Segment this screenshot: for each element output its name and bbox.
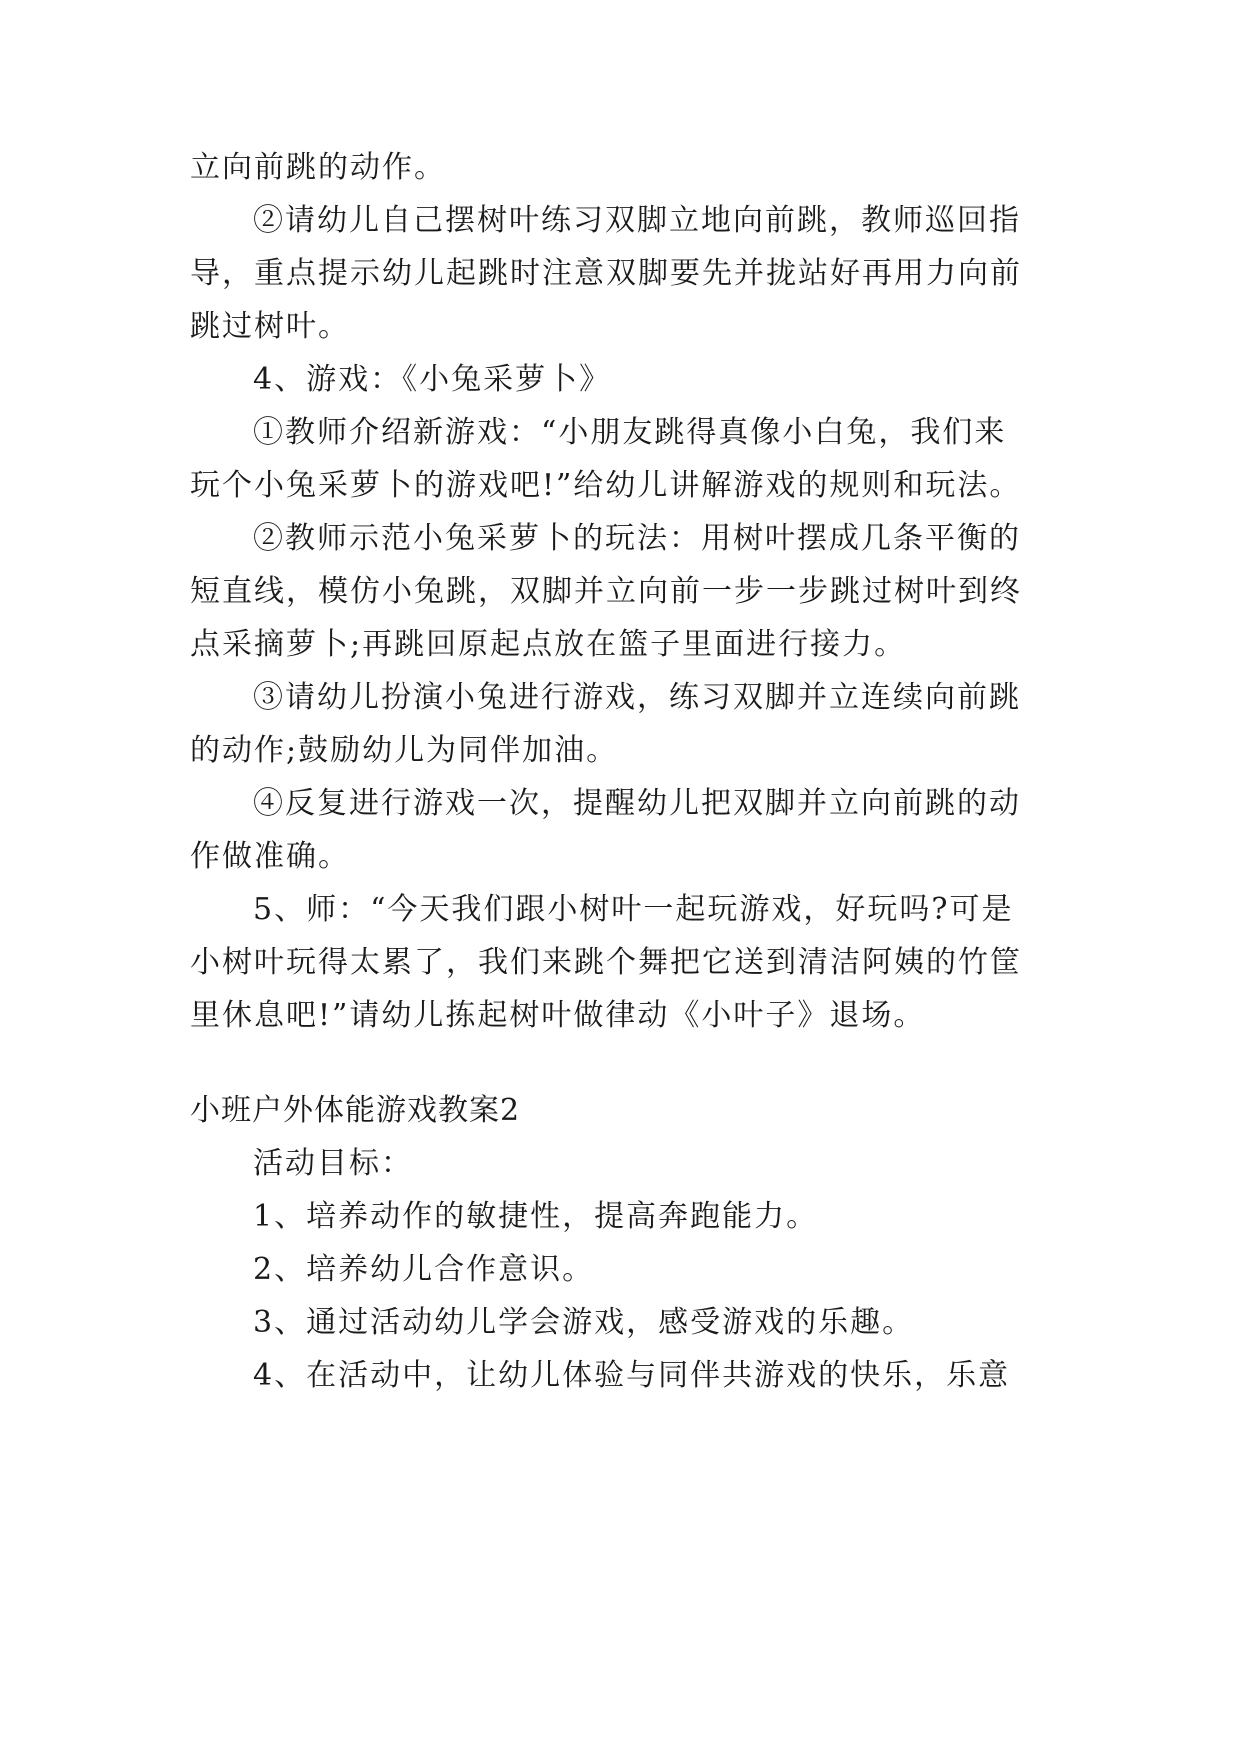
- paragraph-line: 4、游戏：《小兔采萝卜》: [253, 362, 612, 397]
- paragraph-line: 点采摘萝卜;再跳回原起点放在篮子里面进行接力。: [190, 627, 907, 662]
- paragraph-line: 短直线，模仿小兔跳，双脚并立向前一步一步跳过树叶到终: [190, 574, 1022, 609]
- paragraph-line: 4、在活动中，让幼儿体验与同伴共游戏的快乐，乐意: [253, 1358, 1011, 1393]
- paragraph-line: ①教师介绍新游戏：“小朋友跳得真像小白兔，我们来: [253, 415, 1007, 450]
- paragraph-line: ③请幼儿扮演小兔进行游戏，练习双脚并立连续向前跳: [253, 680, 1021, 715]
- paragraph-line: 里休息吧!”请幼儿拣起树叶做律动《小叶子》退场。: [190, 998, 926, 1033]
- paragraph-line: 小树叶玩得太累了，我们来跳个舞把它送到清洁阿姨的竹筐: [190, 945, 1022, 980]
- section-title: 小班户外体能游戏教案2: [190, 1093, 521, 1128]
- paragraph-line: 1、培养动作的敏捷性，提高奔跑能力。: [253, 1199, 819, 1234]
- paragraph-line: ④反复进行游戏一次，提醒幼儿把双脚并立向前跳的动: [253, 786, 1021, 821]
- paragraph-line: 5、师：“今天我们跟小树叶一起玩游戏，好玩吗?可是: [253, 892, 1014, 927]
- paragraph-line: ②请幼儿自己摆树叶练习双脚立地向前跳，教师巡回指: [253, 203, 1021, 238]
- paragraph-line: 活动目标：: [253, 1146, 413, 1181]
- paragraph-line: 导，重点提示幼儿起跳时注意双脚要先并拢站好再用力向前: [190, 256, 1022, 291]
- paragraph-line: 的动作;鼓励幼儿为同伴加油。: [190, 733, 619, 768]
- paragraph-line: 跳过树叶。: [190, 309, 350, 344]
- paragraph-line: 2、培养幼儿合作意识。: [253, 1252, 595, 1287]
- paragraph-line: 玩个小兔采萝卜的游戏吧!”给幼儿讲解游戏的规则和玩法。: [190, 468, 1022, 503]
- paragraph-line: 立向前跳的动作。: [190, 150, 446, 185]
- paragraph-line: ②教师示范小兔采萝卜的玩法：用树叶摆成几条平衡的: [253, 521, 1021, 556]
- paragraph-line: 作做准确。: [190, 839, 350, 874]
- paragraph-line: 3、通过活动幼儿学会游戏，感受游戏的乐趣。: [253, 1305, 915, 1340]
